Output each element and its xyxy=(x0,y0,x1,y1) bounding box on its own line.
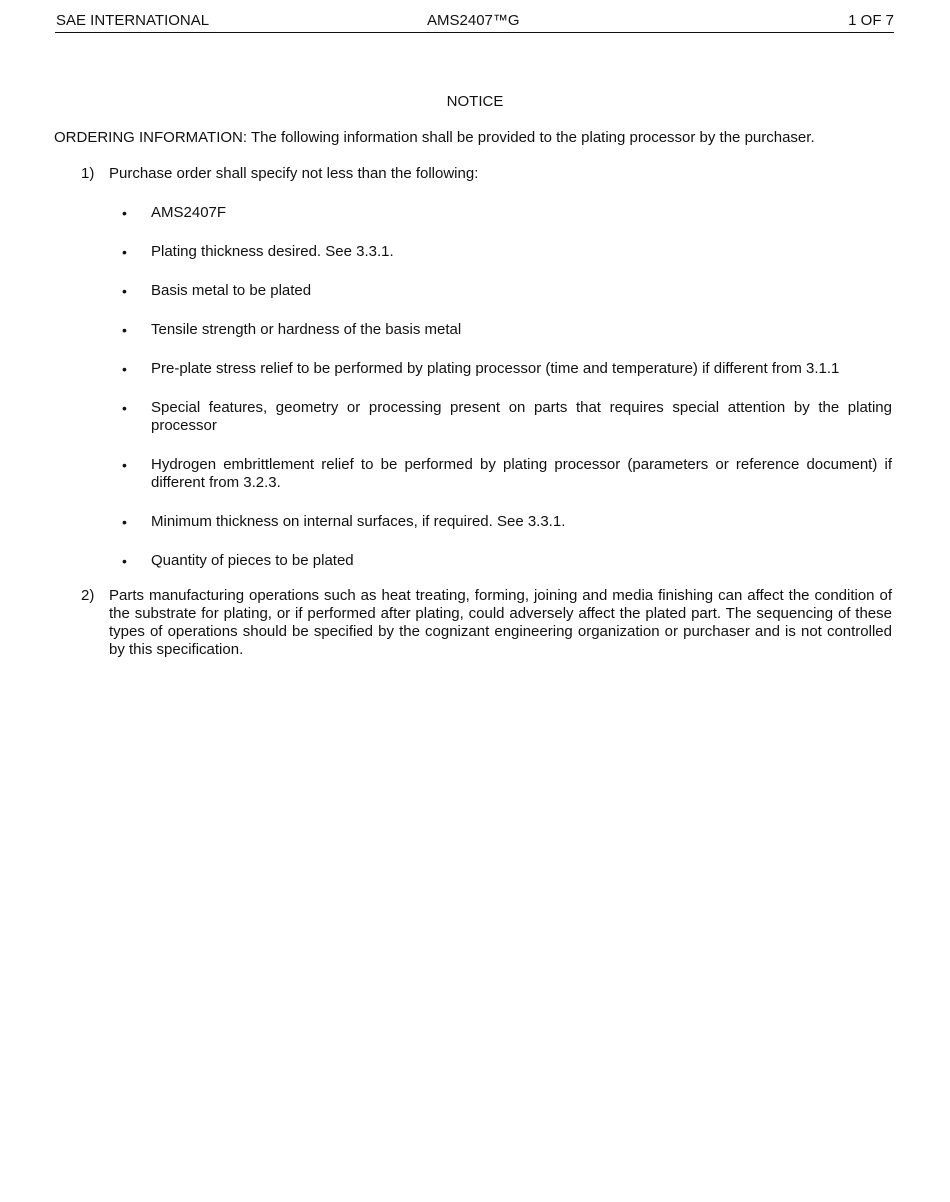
bullet-icon: • xyxy=(122,514,127,530)
numbered-item-1 xyxy=(81,165,892,183)
list-item-text: Minimum thickness on internal surfaces, if required. See 3.3.1. xyxy=(151,513,566,530)
list-item xyxy=(122,399,892,435)
notice-title: NOTICE xyxy=(446,93,504,110)
requirements-list xyxy=(122,204,892,591)
header-organization: SAE INTERNATIONAL xyxy=(56,12,210,29)
bullet-icon: • xyxy=(122,322,127,338)
header-document-id: AMS2407™G xyxy=(427,12,520,29)
bullet-icon: • xyxy=(122,553,127,569)
list-item xyxy=(122,360,892,378)
bullet-icon: • xyxy=(122,400,127,416)
item-text: Parts manufacturing operations such as heat treating, forming, joining and media finishing can affect the condition of the substrate for plating, or if performed after plating, could adversely affect the plated part. The sequencing of these types of operations should be specified by the cognizant engineering organization or purchaser and is not controlled by this specification. xyxy=(109,587,892,658)
list-item xyxy=(122,552,892,570)
item-text: Purchase order shall specify not less than the following: xyxy=(109,165,479,182)
numbered-item-2 xyxy=(81,587,892,659)
item-number: 1) xyxy=(81,165,95,182)
list-item-text: Basis metal to be plated xyxy=(151,282,312,299)
item-number: 2) xyxy=(81,587,95,604)
list-item xyxy=(122,282,892,300)
header-page-number: 1 OF 7 xyxy=(848,12,894,29)
bullet-icon: • xyxy=(122,361,127,377)
list-item-text: Quantity of pieces to be plated xyxy=(151,552,354,569)
page-header xyxy=(55,11,894,33)
list-item-text: AMS2407F xyxy=(151,204,227,221)
list-item-text: Plating thickness desired. See 3.3.1. xyxy=(151,243,394,260)
bullet-icon: • xyxy=(122,205,127,221)
bullet-icon: • xyxy=(122,457,127,473)
list-item-text: Pre-plate stress relief to be performed by plating processor (time and temperature) if different from 3.1.1 xyxy=(151,360,840,377)
bullet-icon: • xyxy=(122,283,127,299)
list-item xyxy=(122,321,892,339)
list-item xyxy=(122,456,892,492)
list-item-text: Hydrogen embrittlement relief to be performed by plating processor (parameters or reference document) if different from 3.2.3. xyxy=(151,456,892,491)
list-item xyxy=(122,204,892,222)
list-item-text: Special features, geometry or processing present on parts that requires special attention by the plating processor xyxy=(151,399,892,434)
list-item xyxy=(122,243,892,261)
ordering-information: ORDERING INFORMATION: The following information shall be provided to the plating processor by the purchaser. xyxy=(54,129,815,146)
list-item-text: Tensile strength or hardness of the basis metal xyxy=(151,321,462,338)
list-item xyxy=(122,513,892,531)
bullet-icon: • xyxy=(122,244,127,260)
